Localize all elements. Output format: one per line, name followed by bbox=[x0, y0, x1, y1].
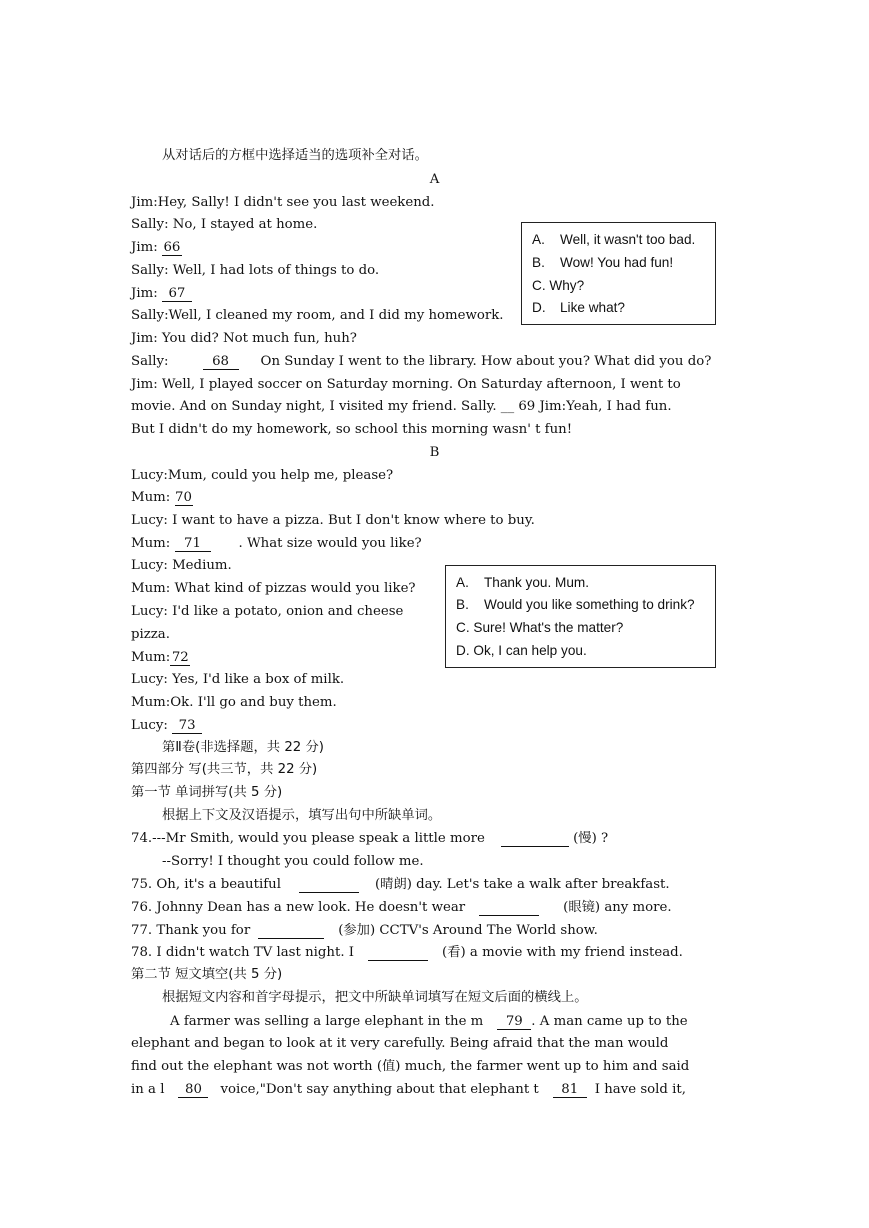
option-letter: A. bbox=[456, 575, 469, 590]
passage-line bbox=[170, 1013, 688, 1031]
speaker: Mum bbox=[131, 581, 166, 596]
line-text: I'd like a potato, onion and cheese bbox=[172, 604, 404, 619]
passage-text: I have sold it, bbox=[594, 1082, 686, 1097]
speaker: Lucy bbox=[131, 468, 164, 483]
line-text: Hey, Sally! I didn't see you last weekend. bbox=[157, 195, 435, 210]
speaker: Lucy bbox=[131, 558, 164, 573]
line-text: Yes, I'd like a box of milk. bbox=[172, 672, 345, 687]
line-text: Ok. I'll go and buy them. bbox=[170, 695, 337, 710]
separator: : bbox=[163, 718, 173, 733]
speaker: Sally bbox=[131, 217, 165, 232]
dialogue-line bbox=[131, 285, 192, 303]
speaker: Sally: bbox=[131, 354, 169, 369]
dialogue-line bbox=[131, 557, 232, 575]
question-77 bbox=[131, 922, 598, 940]
separator: : bbox=[163, 513, 173, 528]
blank-70[interactable]: 70 bbox=[175, 490, 192, 505]
speaker: Mum bbox=[131, 536, 166, 551]
separator: : bbox=[165, 490, 175, 505]
hint-text: (参加) CCTV's Around The World show. bbox=[338, 923, 598, 938]
paragraph-text: :Yeah, I had fun. bbox=[561, 399, 672, 414]
separator: : bbox=[153, 331, 162, 346]
option-letter: C. bbox=[532, 278, 546, 293]
passage-line bbox=[131, 1081, 686, 1099]
speaker: Jim bbox=[131, 286, 154, 301]
blank-79[interactable]: 79 bbox=[497, 1014, 531, 1030]
hint-text: (慢) ? bbox=[573, 831, 609, 846]
separator: : bbox=[165, 650, 171, 665]
question-text: 77. Thank you for bbox=[131, 923, 251, 938]
dialogue-line: pizza. bbox=[131, 627, 170, 642]
option-text: Sure! What's the matter? bbox=[473, 620, 624, 635]
speaker: Lucy bbox=[131, 718, 164, 733]
line-text: On Sunday I went to the library. How about you? What did you do? bbox=[260, 354, 712, 369]
option-d bbox=[532, 299, 625, 317]
option-a bbox=[532, 231, 695, 249]
separator: : bbox=[165, 536, 175, 551]
separator: : bbox=[165, 695, 171, 710]
option-b bbox=[532, 254, 673, 272]
separator: : bbox=[163, 558, 168, 573]
dialogue-line bbox=[131, 580, 416, 598]
line-text: What kind of pizzas would you like? bbox=[170, 581, 416, 596]
answer-blank-76[interactable] bbox=[479, 900, 539, 916]
line-text: Well, I cleaned my room, and I did my homework. bbox=[168, 308, 504, 323]
blank-72[interactable]: 72 bbox=[171, 650, 189, 665]
instruction: 从对话后的方框中选择适当的选项补全对话。 bbox=[162, 148, 428, 163]
option-letter: C. bbox=[456, 620, 470, 635]
speaker: Sally bbox=[131, 263, 165, 278]
section-heading: 第一节 单词拼写(共 5 分) bbox=[131, 785, 283, 800]
question-text: 75. Oh, it's a beautiful bbox=[131, 877, 281, 892]
option-letter: D. bbox=[456, 643, 470, 658]
blank-71[interactable]: 71 bbox=[175, 536, 211, 552]
dialogue-line bbox=[131, 603, 403, 621]
option-text: Thank you. Mum. bbox=[484, 575, 590, 590]
blank-67[interactable]: 67 bbox=[162, 286, 192, 302]
option-c bbox=[456, 619, 623, 637]
options-box-a bbox=[521, 222, 716, 325]
question-text: 74.---Mr Smith, would you please speak a little more bbox=[131, 831, 485, 846]
section-instruction: 根据短文内容和首字母提示，把文中所缺单词填写在短文后面的横线上。 bbox=[162, 990, 588, 1005]
option-letter: B. bbox=[532, 255, 545, 270]
speaker: Lucy bbox=[131, 672, 164, 687]
dialogue-line bbox=[131, 216, 317, 234]
dialogue-line bbox=[131, 535, 422, 553]
question-text: 78. I didn't watch TV last night. I bbox=[131, 945, 355, 960]
section-a-label: A bbox=[429, 172, 440, 187]
dialogue-line bbox=[131, 353, 711, 371]
separator: : bbox=[163, 604, 173, 619]
speaker: Jim bbox=[131, 240, 154, 255]
hint-text: (看) a movie with my friend instead. bbox=[442, 945, 683, 960]
option-letter: B. bbox=[456, 597, 469, 612]
hint-text: (眼镜) any more. bbox=[563, 900, 672, 915]
option-text: Wow! You had fun! bbox=[560, 255, 674, 270]
dialogue-line bbox=[131, 717, 202, 735]
option-text: Well, it wasn't too bad. bbox=[560, 232, 696, 247]
line-text: Mum, could you help me, please? bbox=[167, 468, 394, 483]
dialogue-line bbox=[131, 649, 190, 667]
option-letter: D. bbox=[532, 300, 546, 315]
option-d bbox=[456, 642, 587, 660]
answer-blank-78[interactable] bbox=[368, 945, 428, 961]
dialogue-line bbox=[131, 467, 393, 485]
dialogue-line bbox=[131, 671, 344, 689]
paragraph-line: But I didn't do my homework, so school this morning wasn' t fun! bbox=[131, 422, 573, 437]
passage-text: A farmer was selling a large elephant in the m bbox=[170, 1014, 484, 1029]
option-c bbox=[532, 277, 584, 295]
separator: : bbox=[164, 217, 173, 232]
dialogue-line bbox=[131, 307, 504, 325]
option-b bbox=[456, 596, 695, 614]
question-75 bbox=[131, 876, 670, 894]
dialogue-line bbox=[131, 262, 379, 280]
answer-blank-74[interactable] bbox=[501, 831, 569, 847]
speaker: Jim bbox=[131, 331, 154, 346]
question-74-reply: --Sorry! I thought you could follow me. bbox=[162, 854, 424, 869]
paragraph-text: movie. And on Sunday night, I visited my friend. Sally. __ 69 Jim bbox=[131, 399, 562, 414]
separator: : bbox=[165, 581, 171, 596]
blank-73[interactable]: 73 bbox=[172, 718, 202, 734]
separator: : bbox=[164, 308, 169, 323]
answer-blank-75[interactable] bbox=[299, 877, 359, 893]
passage-line: elephant and began to look at it very carefully. Being afraid that the man would bbox=[131, 1036, 669, 1051]
options-box-b bbox=[445, 565, 716, 668]
blank-68[interactable]: 68 bbox=[203, 354, 239, 370]
question-78 bbox=[131, 944, 683, 962]
answer-blank-77[interactable] bbox=[258, 923, 324, 939]
speaker: Mum bbox=[131, 650, 166, 665]
passage-text: in a l bbox=[131, 1082, 165, 1097]
option-text: Ok, I can help you. bbox=[473, 643, 587, 658]
section-heading: 第二节 短文填空(共 5 分) bbox=[131, 967, 283, 982]
separator: : bbox=[153, 240, 162, 255]
section-b-label: B bbox=[429, 445, 440, 460]
separator: : bbox=[153, 195, 158, 210]
option-text: Would you like something to drink? bbox=[484, 597, 695, 612]
passage-line: find out the elephant was not worth (值) much, the farmer went up to him and said bbox=[131, 1059, 690, 1074]
passage-text: voice,"Don't say anything about that elephant t bbox=[220, 1082, 539, 1097]
option-text: Like what? bbox=[560, 300, 625, 315]
option-a bbox=[456, 574, 589, 592]
blank-80[interactable]: 80 bbox=[178, 1082, 208, 1098]
speaker: Mum bbox=[131, 490, 166, 505]
separator: : bbox=[153, 286, 162, 301]
section-instruction: 根据上下文及汉语提示，填写出句中所缺单词。 bbox=[162, 808, 442, 823]
passage-text: . A man came up to the bbox=[531, 1014, 688, 1029]
speaker: Sally bbox=[131, 308, 165, 323]
separator: : bbox=[163, 672, 173, 687]
hint-text: (晴朗) day. Let's take a walk after breakfast. bbox=[374, 877, 670, 892]
dialogue-line bbox=[131, 239, 182, 257]
option-text: Why? bbox=[549, 278, 585, 293]
line-text: Well, I had lots of things to do. bbox=[172, 263, 380, 278]
question-76 bbox=[131, 899, 672, 917]
part-heading: 第四部分 写(共三节，共 22 分) bbox=[131, 762, 318, 777]
blank-81[interactable]: 81 bbox=[553, 1082, 587, 1098]
speaker: Lucy bbox=[131, 604, 164, 619]
question-74 bbox=[131, 830, 608, 848]
dialogue-line bbox=[131, 694, 337, 712]
dialogue-line bbox=[131, 330, 357, 348]
paragraph-line: Jim: Well, I played soccer on Saturday morning. On Saturday afternoon, I went to bbox=[131, 377, 681, 392]
line-text: You did? Not much fun, huh? bbox=[161, 331, 357, 346]
speaker: Lucy bbox=[131, 513, 164, 528]
dialogue-line bbox=[131, 489, 193, 507]
option-letter: A. bbox=[532, 232, 545, 247]
dialogue-line bbox=[131, 512, 535, 530]
line-text: No, I stayed at home. bbox=[172, 217, 318, 232]
line-text: I want to have a pizza. But I don't know where to buy. bbox=[172, 513, 535, 528]
speaker: Mum bbox=[131, 695, 166, 710]
separator: : bbox=[163, 468, 168, 483]
separator: : bbox=[164, 263, 173, 278]
paragraph-line bbox=[131, 398, 672, 416]
question-text: 76. Johnny Dean has a new look. He doesn't wear bbox=[131, 900, 466, 915]
speaker: Jim bbox=[131, 195, 154, 210]
line-text: . What size would you like? bbox=[238, 536, 422, 551]
blank-66[interactable]: 66 bbox=[163, 240, 181, 255]
part-title: 第Ⅱ卷(非选择题，共 22 分) bbox=[162, 740, 324, 755]
line-text: Medium. bbox=[167, 558, 232, 573]
dialogue-line bbox=[131, 194, 435, 212]
